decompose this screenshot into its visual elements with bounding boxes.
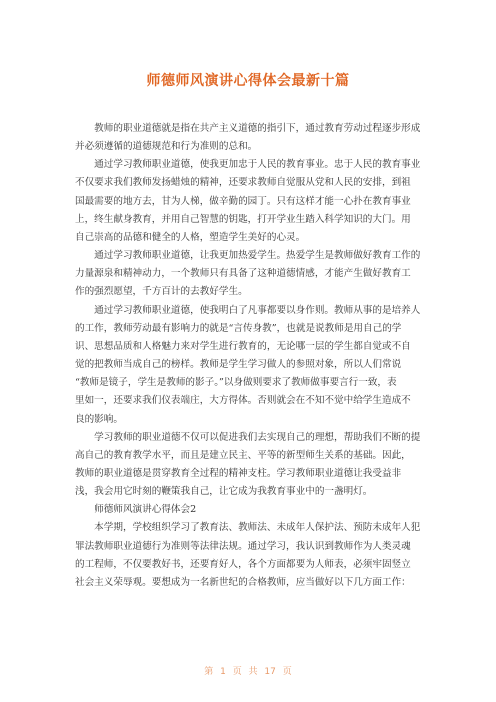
text-line: 觉的把教师当成自己的榜样。教师是学生学习做人的参照对象，所以人们常说	[75, 359, 402, 371]
paragraph	[75, 302, 424, 429]
document-body	[75, 120, 424, 592]
page-title: 师德师风演讲心得体会最新十篇	[146, 73, 350, 89]
text-line: 通过学习教师职业道德，使我更加忠于人民的教育事业。忠于人民的教育事业	[75, 159, 421, 171]
text-line: “教师是镜子，学生是教师的影子。”以身做则要求了教师做事要言行一致，表	[75, 377, 397, 389]
paragraph	[75, 156, 424, 247]
paragraph	[75, 120, 424, 156]
text-line: 的工作，教师劳动最有影响力的就是“言传身教”，也就是说教师是用自己的学	[75, 322, 402, 334]
page-footer: 第 1 页 共 17 页	[204, 667, 292, 677]
text-line: 罪法教师职业道德行为准则等法律法规。通过学习，我认识到教师作为人类灵魂	[75, 540, 411, 552]
paragraph	[75, 501, 424, 519]
text-line: 的工程师，不仅要教好书，还要育好人，各个方面都要为人师表，必须牢固竖立	[75, 558, 411, 570]
text-line: 良的影响。	[75, 413, 123, 425]
text-line: 国最需要的地方去，甘为人梯，做辛勤的园丁。只有这样才能一心扑在教育事业	[75, 195, 411, 207]
text-line: 上，终生献身教育，并用自己智慧的钥匙，打开学业生踏入科学知识的大门。用	[75, 213, 411, 225]
text-line: 教师的职业道德就是指在共产主义道德的指引下，通过教育劳动过程逐步形成	[75, 123, 421, 134]
paragraph	[75, 519, 424, 592]
paragraph	[75, 429, 424, 502]
text-line: 通过学习教师职业道德，使我明白了凡事都要以身作则。教师从事的是培养人	[75, 304, 421, 316]
text-line: 力量源泉和精神动力，一个教师只有具备了这种道德情感，才能产生做好教育工	[75, 268, 411, 280]
text-line: 并必须遵循的道德规范和行为准则的总和。	[75, 141, 258, 153]
text-line: 自己崇高的品德和健全的人格，塑造学生美好的心灵。	[75, 231, 306, 243]
text-line: 本学期，学校组织学习了教育法、教师法、未成年人保护法、预防未成年人犯	[75, 522, 421, 534]
text-line: 不仅要求我们教师发扬蜡烛的精神，还要求教师自觉服从党和人民的安排，到祖	[75, 177, 411, 189]
text-line: 学习教师的职业道德不仅可以促进我们去实现自己的理想，帮助我们不断的提	[75, 431, 421, 443]
text-line: 通过学习教师职业道德，让我更加热爱学生。热爱学生是教师做好教育工作的	[75, 250, 421, 262]
text-line: 师德师风演讲心得体会2	[75, 504, 197, 516]
text-line: 识、思想品质和人格魅力来对学生进行教育的，无论哪一层的学生都自觉或不自	[75, 340, 411, 352]
paragraph	[75, 247, 424, 301]
text-line: 教师的职业道德是贯穿教育全过程的精神支柱。学习教师职业道德让我受益非	[75, 467, 402, 479]
text-line: 里如一，还要求我们仪表端庄，大方得体。否则就会在不知不觉中给学生造成不	[75, 395, 411, 407]
text-line: 高自己的教育教学水平，而且是建立民主、平等的新型师生关系的基础。因此，	[75, 449, 411, 461]
text-line: 浅，我会用它时刻的鞭策我自己，让它成为我教育事业中的一盏明灯。	[75, 486, 373, 498]
text-line: 社会主义荣辱观。要想成为一名新世纪的合格教师，应当做好以下几方面工作：	[75, 576, 411, 588]
text-line: 作的强烈愿望，千方百计的去教好学生。	[75, 286, 248, 298]
